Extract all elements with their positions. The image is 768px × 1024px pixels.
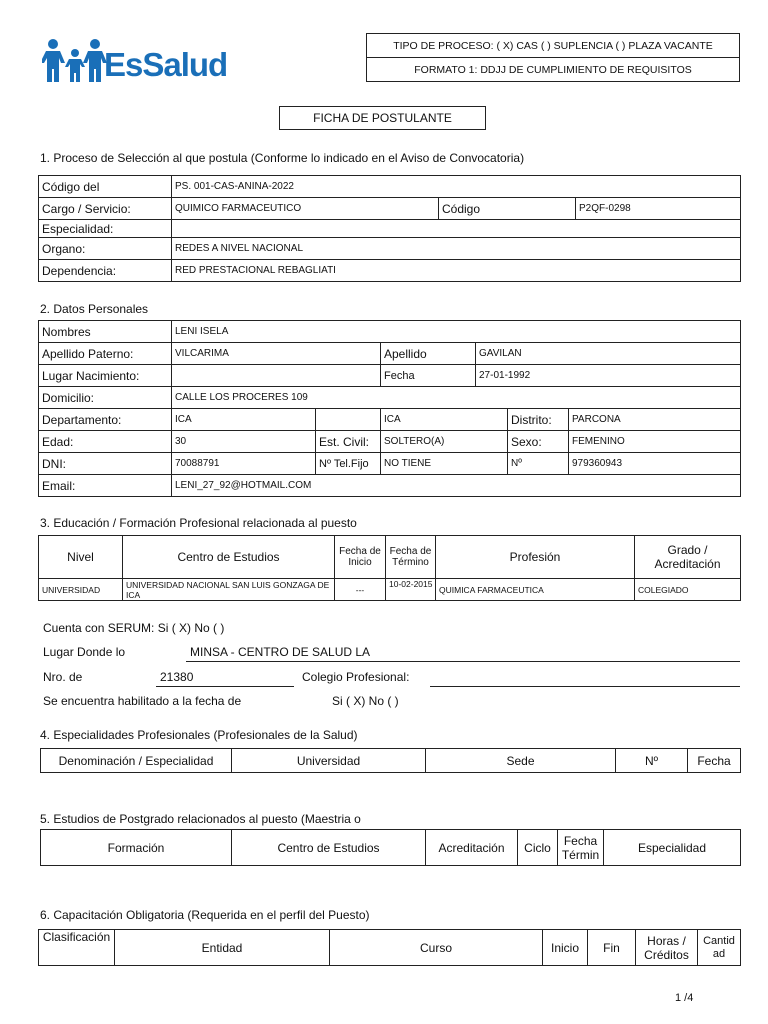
education-table [38,535,741,601]
page-number: 1 /4 [675,992,694,1004]
distrito-value: PARCONA [569,409,741,431]
dni-label: DNI: [39,453,172,475]
dependencia-label: Dependencia: [39,260,172,282]
email-value: LENI_27_92@HOTMAIL.COM [172,475,741,497]
tel-value: NO TIENE [381,453,508,475]
section1-table [38,175,741,282]
dependencia-value: RED PRESTACIONAL REBAGLIATI [172,260,741,282]
lugar-nac-value [172,365,381,387]
codigo-value: PS. 001-CAS-ANINA-2022 [172,176,741,198]
serum-lugar-line [186,661,740,662]
tr-header-inicio: Inicio [543,930,588,966]
cel-value: 979360943 [569,453,741,475]
edu-header-nivel: Nivel [39,536,123,579]
est-civil-label: Est. Civil: [316,431,381,453]
colegio-line [430,686,740,687]
habilitado-value: Si ( X) No ( ) [332,694,399,708]
section3-heading: 3. Educación / Formación Profesional relacionada al puesto [40,516,357,530]
email-label: Email: [39,475,172,497]
tr-header-clasificacion: Clasificación [39,930,115,966]
ap-paterno-label: Apellido Paterno: [39,343,172,365]
edu-header-termino: Fecha de Término [386,536,436,579]
section5-heading: 5. Estudios de Postgrado relacionados al puesto (Maestria o [40,812,361,826]
pg-header-centro: Centro de Estudios [232,830,426,866]
nombres-label: Nombres [39,321,172,343]
serum-nro-line [156,686,294,687]
est-civil-value: SOLTERO(A) [381,431,508,453]
ap-paterno-value: VILCARIMA [172,343,381,365]
departamento-value: ICA [172,409,316,431]
format-title: FORMATO 1: DDJJ DE CUMPLIMIENTO DE REQUISITOS [367,58,740,82]
codigo2-label: Código [439,198,576,220]
departamento-label: Departamento: [39,409,172,431]
specialties-table [40,748,741,773]
lugar-nac-label: Lugar Nacimiento: [39,365,172,387]
fecha-label: Fecha [381,365,476,387]
tr-header-horas: Horas / Créditos [636,930,698,966]
habilitado-label: Se encuentra habilitado a la fecha de [43,694,242,708]
organo-value: REDES A NIVEL NACIONAL [172,238,741,260]
edu-header-centro: Centro de Estudios [123,536,335,579]
codigo2-value: P2QF-0298 [576,198,741,220]
section6-heading: 6. Capacitación Obligatoria (Requerida en el perfil del Puesto) [40,908,370,922]
spec-header-numero: Nº [616,749,688,773]
header-box [366,33,740,82]
pg-header-especialidad: Especialidad [604,830,741,866]
domicilio-value: CALLE LOS PROCERES 109 [172,387,741,409]
pg-header-fecha: Fecha Términ [558,830,604,866]
colegio-label: Colegio Profesional: [302,670,410,684]
edad-label: Edad: [39,431,172,453]
process-type: TIPO DE PROCESO: ( X) CAS ( ) SUPLENCIA ( ) PLAZA VACANTE [367,34,740,58]
sexo-label: Sexo: [508,431,569,453]
sexo-value: FEMENINO [569,431,741,453]
tr-header-fin: Fin [588,930,636,966]
training-table [38,929,741,966]
spec-header-fecha: Fecha [688,749,741,773]
edu-inicio: --- [335,579,386,601]
pg-header-formacion: Formación [41,830,232,866]
tr-header-entidad: Entidad [115,930,330,966]
pg-header-ciclo: Ciclo [518,830,558,866]
edu-header-inicio: Fecha de Inicio [335,536,386,579]
essalud-logo [42,36,232,88]
serum-nro-label: Nro. de [43,670,83,684]
dni-value: 70088791 [172,453,316,475]
cel-label: Nº [508,453,569,475]
edu-termino: 10-02-2015 [386,579,436,601]
serum-nro-value: 21380 [160,670,194,684]
provincia-value: ICA [381,409,508,431]
section1-heading: 1. Proceso de Selección al que postula (Conforme lo indicado en el Aviso de Convocatoria) [40,151,525,165]
serum-lugar-value: MINSA - CENTRO DE SALUD LA [190,645,371,659]
distrito-label: Distrito: [508,409,569,431]
tel-label: Nº Tel.Fijo [316,453,381,475]
ap-materno-value: GAVILAN [476,343,741,365]
tr-header-cantidad: Cantid ad [698,930,741,966]
tr-header-curso: Curso [330,930,543,966]
edad-value: 30 [172,431,316,453]
empty-cell [316,409,381,431]
organo-label: Organo: [39,238,172,260]
fecha-value: 27-01-1992 [476,365,741,387]
section4-heading: 4. Especialidades Profesionales (Profesionales de la Salud) [40,728,358,742]
edu-nivel: UNIVERSIDAD [39,579,123,601]
serum-lugar-label: Lugar Donde lo [43,645,126,659]
edu-header-grado: Grado / Acreditación [635,536,741,579]
edu-centro: UNIVERSIDAD NACIONAL SAN LUIS GONZAGA DE ICA [123,579,335,601]
pg-header-acreditacion: Acreditación [426,830,518,866]
serum-question: Cuenta con SERUM: Si ( X) No ( ) [43,621,225,635]
domicilio-label: Domicilio: [39,387,172,409]
postgrad-table [40,829,741,866]
edu-header-profesion: Profesión [436,536,635,579]
section2-table [38,320,741,497]
especialidad-label: Especialidad: [39,220,172,238]
especialidad-value [172,220,741,238]
cargo-value: QUIMICO FARMACEUTICO [172,198,439,220]
nombres-value: LENI ISELA [172,321,741,343]
edu-grado: COLEGIADO [635,579,741,601]
ap-materno-label: Apellido [381,343,476,365]
section2-heading: 2. Datos Personales [40,302,149,316]
page-title: FICHA DE POSTULANTE [279,106,486,130]
codigo-label: Código del [39,176,172,198]
spec-header-denominacion: Denominación / Especialidad [41,749,232,773]
family-icon [42,38,108,86]
spec-header-sede: Sede [426,749,616,773]
cargo-label: Cargo / Servicio: [39,198,172,220]
logo-text: EsSalud [104,46,228,83]
edu-profesion: QUIMICA FARMACEUTICA [436,579,635,601]
spec-header-universidad: Universidad [232,749,426,773]
